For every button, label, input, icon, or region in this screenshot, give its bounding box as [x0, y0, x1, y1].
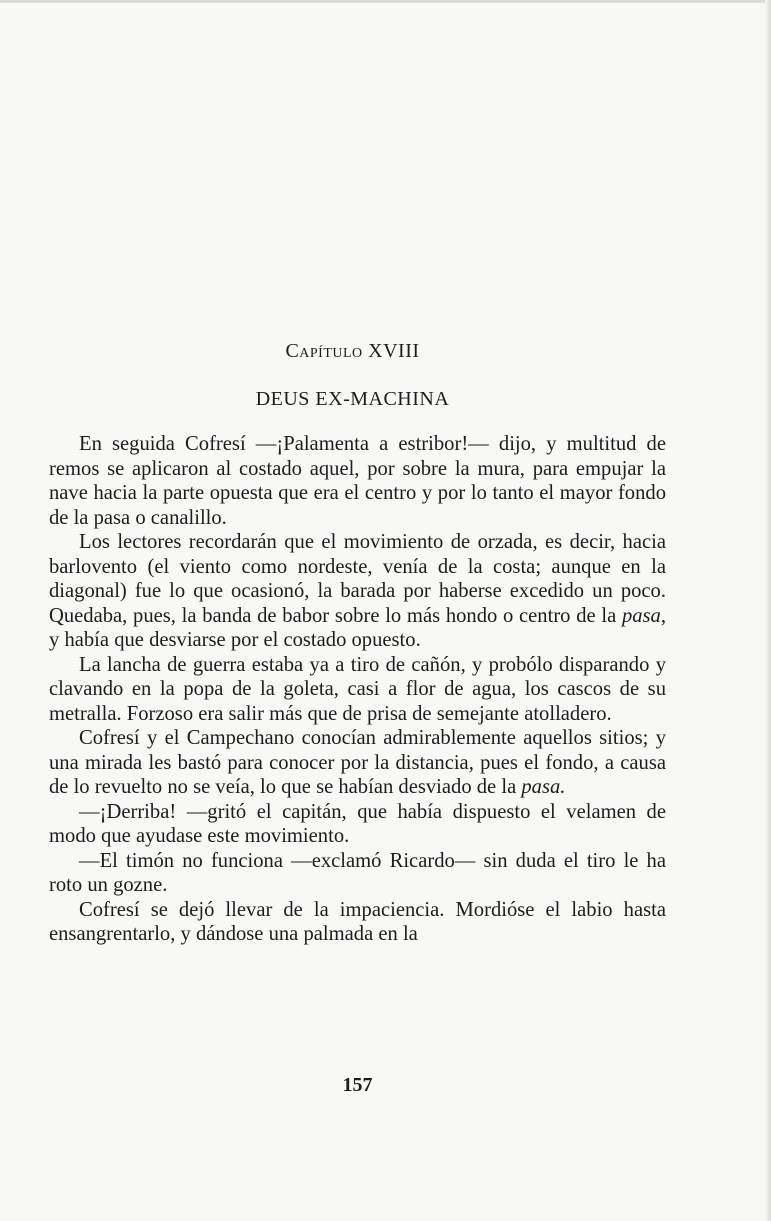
paragraph-text: , y había que desviarse por el costado opuesto.: [49, 604, 666, 651]
paragraph-text: —¡Derriba! —gritó el capitán, que había dispuesto el velamen de modo que ayudase este movimiento.: [49, 800, 666, 847]
italic-text: pasa: [621, 604, 661, 627]
paragraph: [49, 800, 666, 849]
paragraph: [49, 530, 666, 653]
paragraph-text: —El timón no funciona —exclamó Ricardo— sin duda el tiro le ha roto un gozne.: [49, 849, 666, 896]
chapter-roman-numeral: XVIII: [368, 340, 420, 362]
page-top-edge: [0, 0, 771, 3]
chapter-number: [0, 340, 705, 363]
chapter-title: DEUS EX-MACHINA: [255, 388, 450, 410]
paragraph-text: En seguida Cofresí —¡Palamenta a estribor!— dijo, y multitud de remos se aplicaron al costado aquel, por sobre la mura, para empujar la nave hacia la parte opuesta que era el centro y por lo tanto el mayor fondo de la pasa o canalillo.: [49, 433, 666, 529]
paragraph: [49, 726, 666, 800]
paragraph: [49, 653, 666, 727]
paragraph: [49, 849, 666, 898]
paragraph: [49, 898, 666, 947]
paragraph: [49, 432, 666, 530]
paragraph-text: Cofresí y el Campechano conocían admirablemente aquellos sitios; y una mirada les bastó para conocer por la distancia, pues el fondo, a causa de lo revuelto no se veía, lo que se habían desviado de la: [49, 727, 666, 798]
italic-text: pasa.: [521, 776, 566, 798]
chapter-prefix: Capítulo: [285, 340, 363, 362]
page-number: 157: [342, 1074, 373, 1096]
body-text: [49, 432, 666, 947]
paragraph-text: Los lectores recordarán que el movimiento de orzada, es decir, hacia barlovento (el viento como nordeste, venía de la costa; aunque en la diagonal) fue lo que ocasionó, la barada por haberse excedido un poco. Quedaba, pues, la banda de babor sobre lo más hondo o centro de la: [49, 531, 666, 627]
page-right-edge: [765, 0, 771, 1221]
paragraph-text: La lancha de guerra estaba ya a tiro de cañón, y probólo disparando y clavando en la popa de la goleta, casi a flor de agua, los cascos de su metralla. Forzoso era salir más que de prisa de semejante atolladero.: [49, 653, 666, 725]
paragraph-text: Cofresí se dejó llevar de la impaciencia. Mordióse el labio hasta ensangrentarlo, y dándose una palmada en la: [49, 898, 666, 945]
